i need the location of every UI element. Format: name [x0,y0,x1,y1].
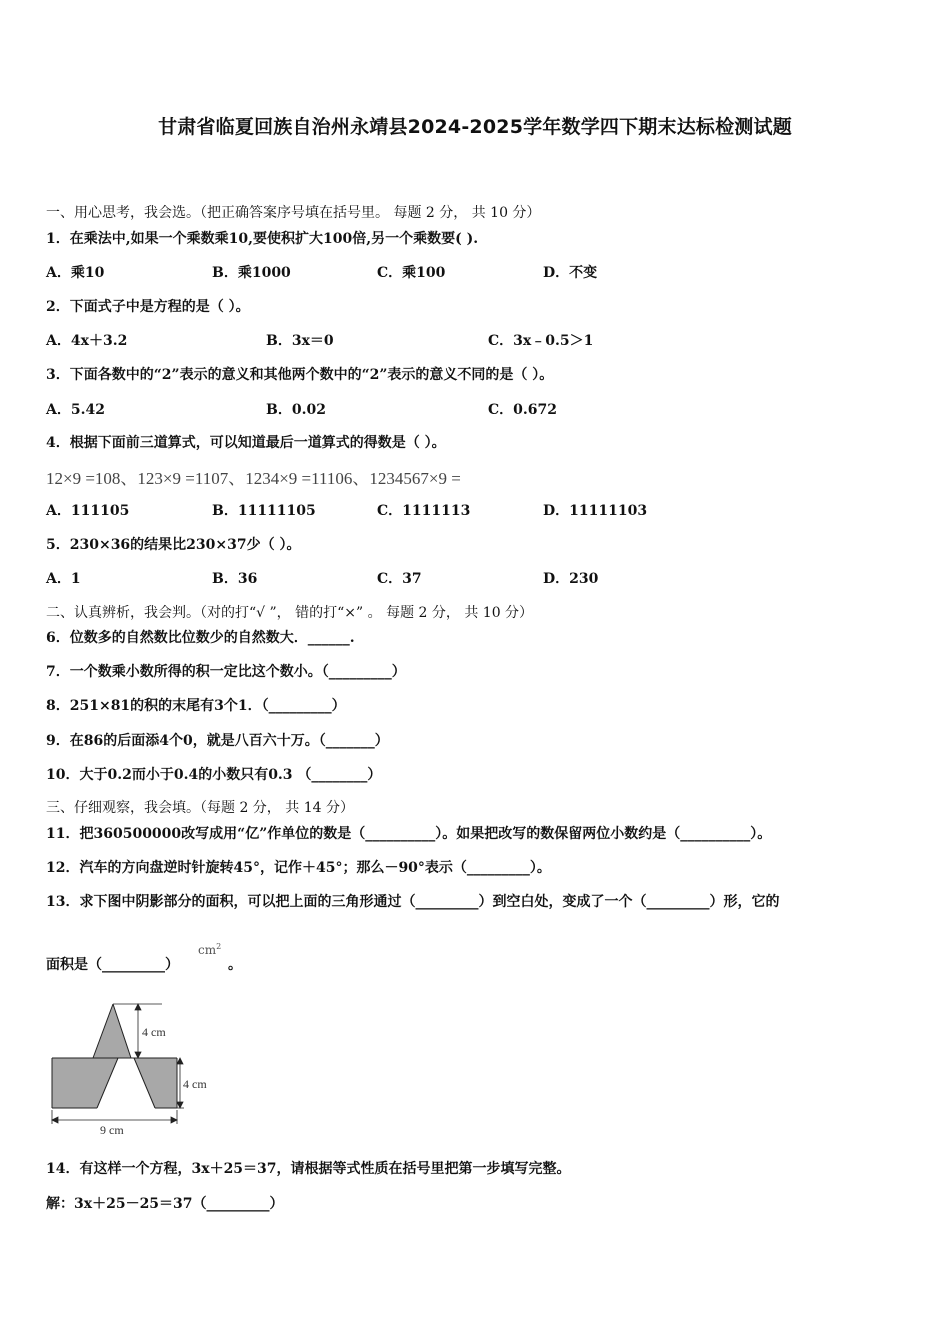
question-6: 6．位数多的自然数比位数少的自然数大．______. [46,630,355,646]
question-8: 8．251×81的积的末尾有3个1．（_________） [46,698,346,714]
q1-option-b: B．乘1000 [212,265,291,281]
question-3: 3．下面各数中的“2”表示的意义和其他两个数中的“2”表示的意义不同的是（ ）。 [46,367,554,383]
q1-option-d: D．不变 [543,265,598,281]
question-7: 7．一个数乘小数所得的积一定比这个数小。（_________） [46,664,406,680]
q4-option-c: C．1111113 [377,503,471,519]
q3-option-a: A．5.42 [46,402,105,418]
q5-option-d: D．230 [543,571,599,587]
q5-option-b: B．36 [212,571,258,587]
question-2: 2．下面式子中是方程的是（ ）。 [46,299,250,315]
q4-expression: 12×9 =108、123×9 =1107、1234×9 =11106、1234567×9 = [46,469,461,488]
question-9: 9．在86的后面添4个0，就是八百六十万。（_______） [46,733,389,749]
question-5: 5．230×36的结果比230×37少（ ）。 [46,537,301,553]
q2-option-b: B．3x＝0 [266,333,334,349]
q5-option-a: A．1 [46,571,81,587]
question-11: 11．把360500000改写成用“亿”作单位的数是（__________）。如果把改写的数保留两位小数约是（__________）。 [46,826,772,842]
q4-option-d: D．11111103 [543,503,648,519]
question-14: 14．有这样一个方程，3x＋25＝37，请根据等式性质在括号里把第一步填写完整。 [46,1161,571,1177]
q1-option-a: A．乘10 [46,265,105,281]
q1-option-c: C．乘100 [377,265,446,281]
label-bottom-width: 9 cm [100,1123,124,1137]
section-2-heading: 二、认真辨析，我会判。（对的打“√ ”， 错的打“×” 。 每题 2 分， 共 10 分） [46,605,534,621]
label-right-height: 4 cm [183,1077,207,1091]
question-4: 4．根据下面前三道算式，可以知道最后一道算式的得数是（ ）。 [46,435,446,451]
question-13-line-2: 面积是（_________） [46,957,179,973]
label-top-height: 4 cm [142,1025,166,1039]
q3-option-b: B．0.02 [266,402,326,418]
q4-option-b: B．11111105 [212,503,316,519]
section-1-heading: 一、用心思考，我会选。（把正确答案序号填在括号里。 每题 2 分， 共 10 分） [46,205,541,221]
q5-option-c: C．37 [377,571,422,587]
page-title: 甘肃省临夏回族自治州永靖县2024-2025学年数学四下期末达标检测试题 [158,116,792,138]
q13-period: 。 [228,957,242,973]
section-3-heading: 三、仔细观察，我会填。（每题 2 分， 共 14 分） [46,800,354,816]
question-10: 10．大于0.2而小于0.4的小数只有0.3 （________） [46,767,382,783]
q2-option-a: A．4x＋3.2 [46,333,128,349]
question-1: 1．在乘法中,如果一个乘数乘10,要使积扩大100倍,另一个乘数要( ). [46,231,479,247]
q4-option-a: A．111105 [46,503,130,519]
q13-unit: $cm^2$ [198,942,222,957]
shaded-shape [52,1004,177,1108]
q3-option-c: C．0.672 [488,402,557,418]
dimension-bottom [52,1110,177,1124]
q13-figure [44,1000,234,1140]
question-13-line-1: 13．求下图中阴影部分的面积，可以把上面的三角形通过（_________）到空白处，变成了一个（_________）形，它的 [46,894,780,910]
question-12: 12．汽车的方向盘逆时针旋转45°，记作＋45°；那么－90°表示（_________）。 [46,860,551,876]
q14-solution: 解：3x＋25－25＝37（_________） [46,1196,284,1212]
q2-option-c: C．3x﹣0.5＞1 [488,333,594,349]
